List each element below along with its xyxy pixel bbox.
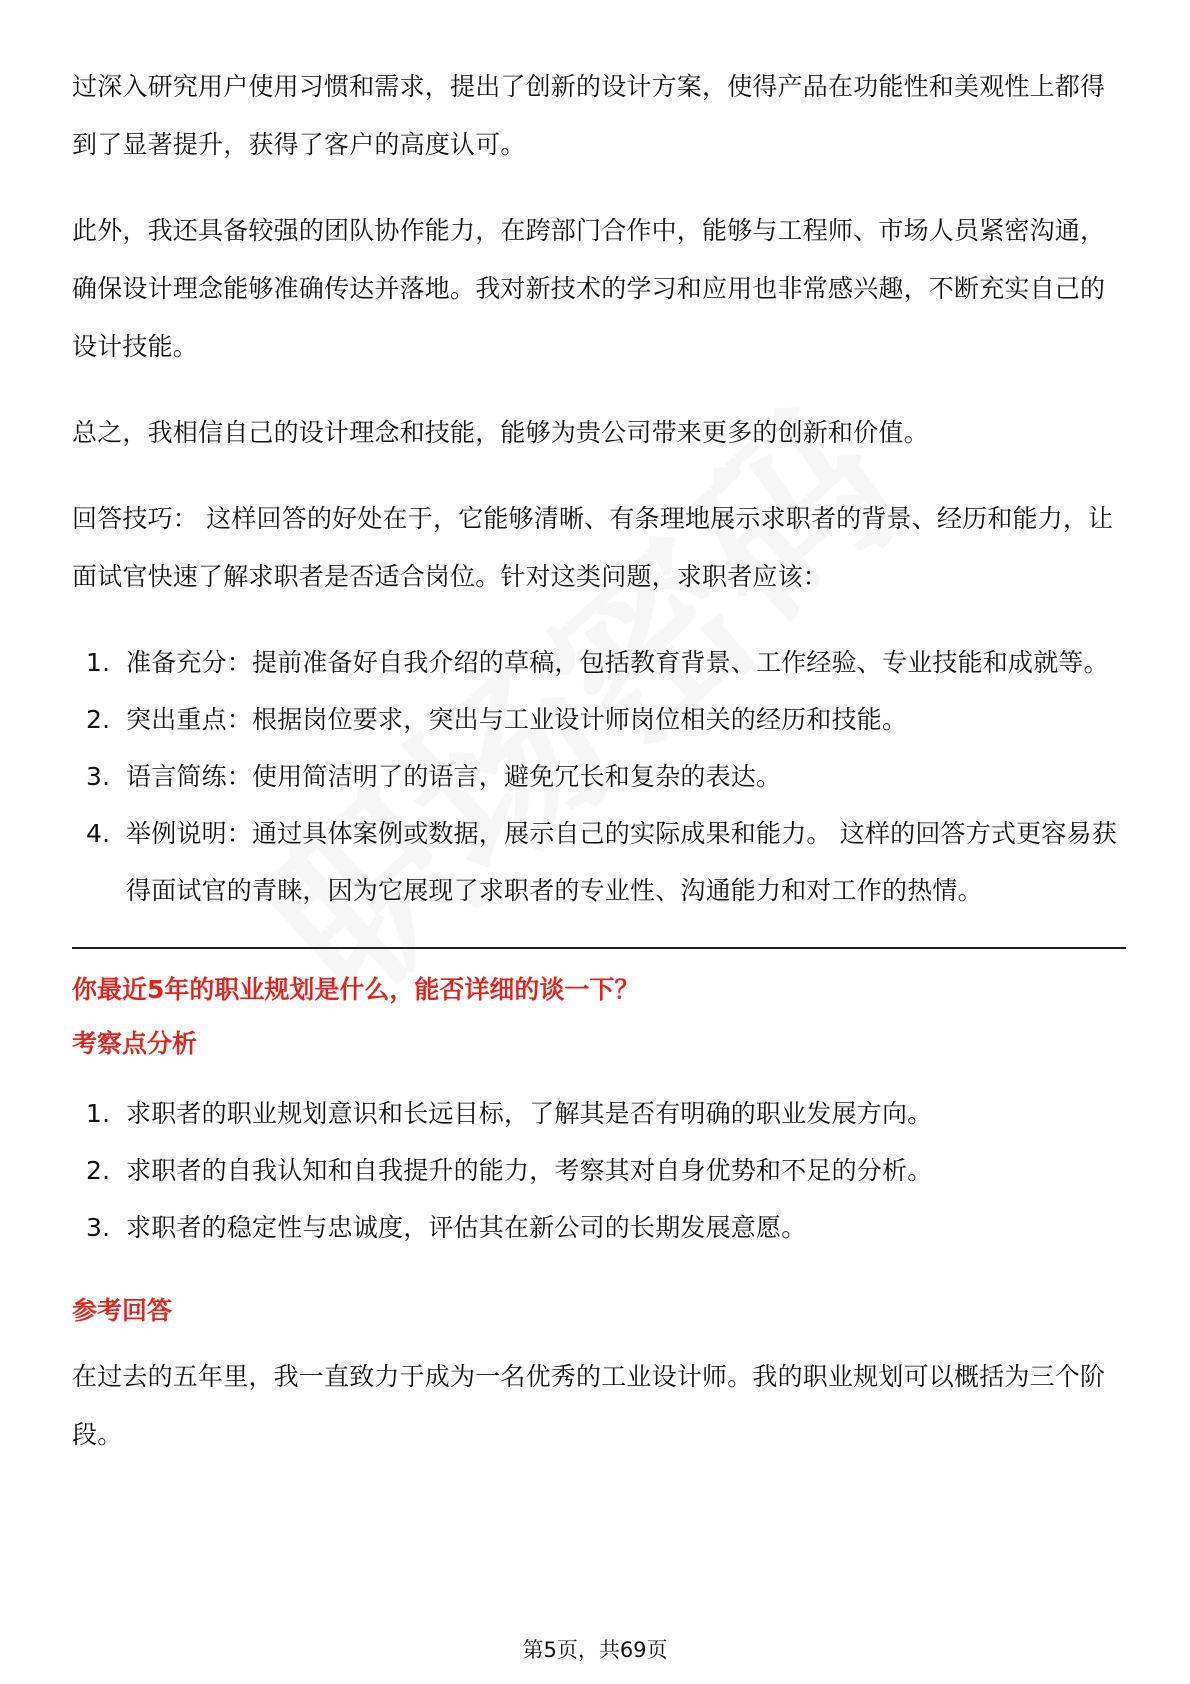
list-number: 3. — [86, 1213, 111, 1242]
list-item — [72, 691, 1126, 748]
list-text: 准备充分：提前准备好自我介绍的草稿，包括教育背景、工作经验、专业技能和成就等。 — [126, 648, 1109, 677]
analysis-heading: 考察点分析 — [72, 1029, 198, 1058]
list-item — [72, 1142, 1126, 1199]
list-text: 求职者的自我认知和自我提升的能力，考察其对自身优势和不足的分析。 — [126, 1156, 933, 1185]
list-number: 2. — [86, 1156, 111, 1185]
list-number: 4. — [86, 819, 111, 848]
list-number: 1. — [86, 648, 111, 677]
list-text: 举例说明：通过具体案例或数据，展示自己的实际成果和能力。 这样的回答方式更容易获得面试官的青睐，因为它展现了求职者的专业性、沟通能力和对工作的热情。 — [126, 819, 1117, 905]
paragraph: 此外，我还具备较强的团队协作能力，在跨部门合作中，能够与工程师、市场人员紧密沟通，确保设计理念能够准确传达并落地。我对新技术的学习和应用也非常感兴趣，不断充实自己的设计技能。 — [72, 216, 1106, 361]
list-item — [72, 805, 1126, 919]
list-item — [72, 1085, 1126, 1142]
reference-heading: 参考回答 — [72, 1296, 173, 1325]
paragraph: 总之，我相信自己的设计理念和技能，能够为贵公司带来更多的创新和价值。 — [72, 418, 929, 447]
list-item — [72, 634, 1126, 691]
answer-tips-list — [72, 634, 1126, 919]
list-text: 语言简练：使用简洁明了的语言，避免冗长和复杂的表达。 — [126, 762, 782, 791]
list-number: 2. — [86, 705, 111, 734]
list-text: 突出重点：根据岗位要求，突出与工业设计师岗位相关的经历和技能。 — [126, 705, 908, 734]
answer-tips-intro: 回答技巧： 这样回答的好处在于，它能够清晰、有条理地展示求职者的背景、经历和能力，让面试官快速了解求职者是否适合岗位。针对这类问题，求职者应该： — [72, 504, 1114, 591]
reference-answer: 在过去的五年里，我一直致力于成为一名优秀的工业设计师。我的职业规划可以概括为三个阶段。 — [72, 1362, 1106, 1449]
page-footer: 第5页，共69页 — [522, 1638, 668, 1662]
list-item — [72, 1199, 1126, 1256]
document-page — [72, 58, 1126, 1492]
interview-question: 你最近5年的职业规划是什么，能否详细的谈一下？ — [72, 975, 640, 1004]
paragraph: 过深入研究用户使用习惯和需求，提出了创新的设计方案，使得产品在功能性和美观性上都得到了显著提升，获得了客户的高度认可。 — [72, 72, 1106, 159]
list-item — [72, 748, 1126, 805]
list-number: 1. — [86, 1099, 111, 1128]
list-number: 3. — [86, 762, 111, 791]
list-text: 求职者的职业规划意识和长远目标，了解其是否有明确的职业发展方向。 — [126, 1099, 933, 1128]
analysis-list — [72, 1085, 1126, 1256]
list-text: 求职者的稳定性与忠诚度，评估其在新公司的长期发展意愿。 — [126, 1213, 807, 1242]
section-divider — [72, 947, 1126, 949]
